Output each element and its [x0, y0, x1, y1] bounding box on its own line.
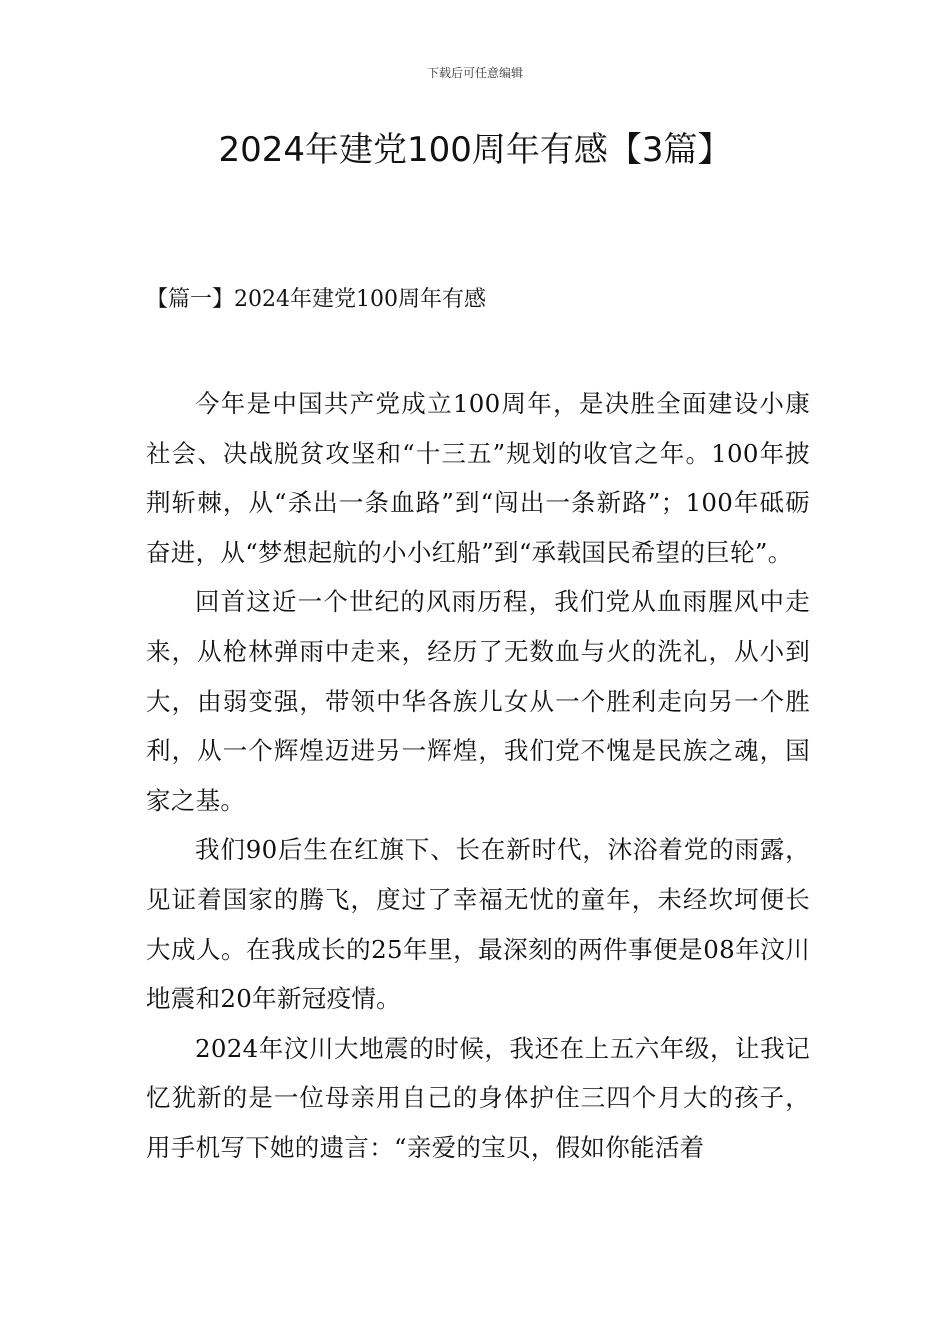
document-body: [146, 379, 810, 1173]
paragraph: 回首这近一个世纪的风雨历程，我们党从血雨腥风中走来，从枪林弹雨中走来，经历了无数血与火的洗礼，从小到大，由弱变强，带领中华各族儿女从一个胜利走向另一个胜利，从一个辉煌迈进另一辉煌，我们党不愧是民族之魂，国家之基。: [146, 587, 810, 815]
document-title: 2024年建党100周年有感【3篇】: [218, 130, 732, 170]
section-heading: 【篇一】2024年建党100周年有感: [146, 287, 486, 312]
paragraph: 我们90后生在红旗下、长在新时代，沐浴着党的雨露，见证着国家的腾飞，度过了幸福无忧的童年，未经坎坷便长大成人。在我成长的25年里，最深刻的两件事便是08年汶川地震和20年新冠疫情。: [146, 835, 810, 1014]
paragraph: 今年是中国共产党成立100周年，是决胜全面建设小康社会、决战脱贫攻坚和“十三五”规划的收官之年。100年披荆斩棘，从“杀出一条血路”到“闯出一条新路”；100年砥砺奋进，从“梦想起航的小小红船”到“承载国民希望的巨轮”。: [146, 389, 810, 567]
page-header-note: 下载后可任意编辑: [426, 66, 523, 80]
paragraph: 2024年汶川大地震的时候，我还在上五六年级，让我记忆犹新的是一位母亲用自己的身体护住三四个月大的孩子，用手机写下她的遗言：“亲爱的宝贝，假如你能活着: [146, 1033, 810, 1162]
